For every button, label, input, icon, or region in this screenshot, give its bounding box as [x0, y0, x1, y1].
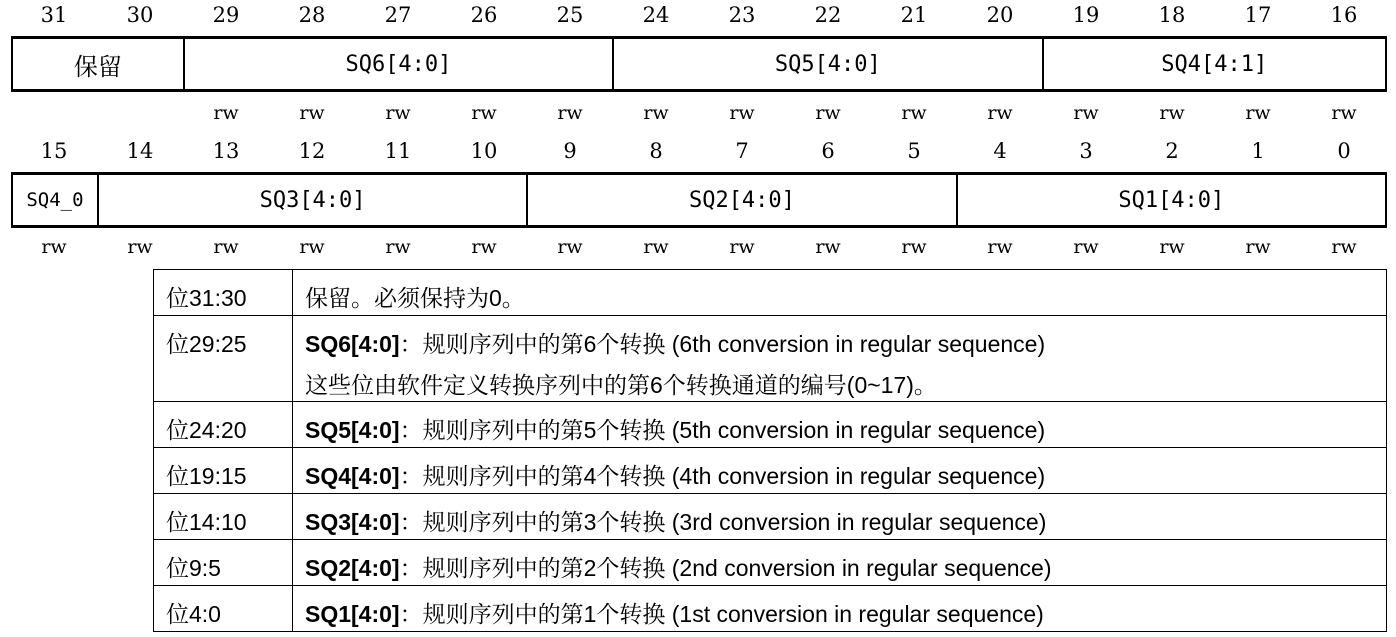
description-text: ：规则序列中的第4个转换 (4th conversion in regular sequence) [399, 463, 1046, 489]
access-label: rw [1159, 236, 1185, 258]
access-label: rw [643, 102, 669, 124]
access-label: rw [1331, 102, 1357, 124]
table-row [154, 448, 1387, 494]
bit-range: 位24:20 [154, 402, 293, 448]
bit-range: 位19:15 [154, 448, 293, 494]
table-row [154, 540, 1387, 586]
bit-number: 5 [907, 139, 921, 163]
table-row [154, 494, 1387, 540]
bit-number: 16 [1330, 3, 1358, 27]
field-sq4-bit0: SQ4_0 [12, 175, 98, 225]
upper-bit-numbers [11, 0, 1387, 32]
access-label: rw [213, 102, 239, 124]
bit-number: 10 [470, 139, 498, 163]
bit-number: 8 [649, 139, 663, 163]
access-label: rw [815, 236, 841, 258]
access-label: rw [385, 236, 411, 258]
bit-description [293, 540, 1387, 586]
field-sq6: SQ6[4:0] [184, 39, 613, 89]
bit-description [293, 448, 1387, 494]
access-label: rw [299, 236, 325, 258]
description-text: ：规则序列中的第1个转换 (1st conversion in regular sequence) [399, 601, 1044, 627]
access-label: rw [127, 236, 153, 258]
bit-number: 11 [384, 139, 412, 163]
bit-number: 6 [821, 139, 835, 163]
bit-number: 13 [212, 139, 240, 163]
access-label: rw [1073, 102, 1099, 124]
access-label: rw [1245, 102, 1271, 124]
access-label: rw [471, 236, 497, 258]
table-row [154, 586, 1387, 632]
bit-number: 1 [1251, 139, 1265, 163]
bit-description [293, 586, 1387, 632]
access-label: rw [901, 236, 927, 258]
description-text: ：规则序列中的第5个转换 (5th conversion in regular sequence) [399, 417, 1046, 443]
lower-access-row [11, 232, 1387, 262]
bit-description [293, 316, 1387, 402]
access-label: rw [901, 102, 927, 124]
access-label: rw [987, 236, 1013, 258]
table-row [154, 402, 1387, 448]
table-row [154, 270, 1387, 316]
field-name: SQ5[4:0] [305, 417, 400, 443]
description-detail: 这些位由软件定义转换序列中的第6个转换通道的编号(0~17)。 [305, 372, 937, 398]
field-sq2: SQ2[4:0] [527, 175, 956, 225]
access-label: rw [1331, 236, 1357, 258]
bit-number: 7 [735, 139, 749, 163]
bit-number: 31 [40, 3, 68, 27]
field-reserved: 保留 [12, 39, 184, 89]
bit-range: 位4:0 [154, 586, 293, 632]
bit-description [293, 494, 1387, 540]
bit-number: 23 [728, 3, 756, 27]
access-label: rw [557, 102, 583, 124]
bit-number: 14 [126, 139, 154, 163]
access-label: rw [815, 102, 841, 124]
bit-number: 29 [212, 3, 240, 27]
bit-number: 4 [993, 139, 1007, 163]
bit-description [293, 270, 1387, 316]
field-name: SQ6[4:0] [305, 331, 400, 357]
bit-number: 19 [1072, 3, 1100, 27]
field-sq1: SQ1[4:0] [957, 175, 1386, 225]
access-label: rw [557, 236, 583, 258]
bit-number: 24 [642, 3, 670, 27]
access-label: rw [213, 236, 239, 258]
bit-number: 15 [40, 139, 68, 163]
table-row [154, 316, 1387, 402]
lower-bit-numbers [11, 136, 1387, 168]
bit-number: 28 [298, 3, 326, 27]
description-text: 保留。必须保持为0。 [305, 285, 525, 311]
field-sq5: SQ5[4:0] [613, 39, 1042, 89]
description-text: ：规则序列中的第3个转换 (3rd conversion in regular sequence) [399, 509, 1047, 535]
bit-number: 3 [1079, 139, 1093, 163]
bit-number: 18 [1158, 3, 1186, 27]
access-label: rw [1159, 102, 1185, 124]
bit-number: 22 [814, 3, 842, 27]
field-sq3: SQ3[4:0] [98, 175, 527, 225]
bit-number: 12 [298, 139, 326, 163]
upper-register-row [11, 36, 1387, 92]
bit-range: 位29:25 [154, 316, 293, 402]
access-label: rw [987, 102, 1013, 124]
bit-number: 25 [556, 3, 584, 27]
access-label: rw [729, 236, 755, 258]
bit-number: 9 [563, 139, 577, 163]
bit-range: 位31:30 [154, 270, 293, 316]
field-name: SQ2[4:0] [305, 555, 400, 581]
access-label: rw [471, 102, 497, 124]
bit-number: 27 [384, 3, 412, 27]
access-label: rw [1073, 236, 1099, 258]
bit-number: 0 [1337, 139, 1351, 163]
bit-number: 30 [126, 3, 154, 27]
field-name: SQ3[4:0] [305, 509, 400, 535]
access-label: rw [41, 236, 67, 258]
bit-range: 位14:10 [154, 494, 293, 540]
lower-register-row [11, 172, 1387, 228]
field-name: SQ4[4:0] [305, 463, 400, 489]
access-label: rw [299, 102, 325, 124]
bit-description [293, 402, 1387, 448]
bit-number: 26 [470, 3, 498, 27]
access-label: rw [1245, 236, 1271, 258]
upper-access-row [11, 98, 1387, 128]
field-name: SQ1[4:0] [305, 601, 400, 627]
access-label [97, 98, 183, 128]
access-label [11, 98, 97, 128]
description-text: ：规则序列中的第2个转换 (2nd conversion in regular sequence) [399, 555, 1052, 581]
bit-number: 17 [1244, 3, 1272, 27]
description-text: ：规则序列中的第6个转换 (6th conversion in regular sequence) [399, 331, 1046, 357]
access-label: rw [643, 236, 669, 258]
access-label: rw [729, 102, 755, 124]
bit-number: 20 [986, 3, 1014, 27]
bit-number: 21 [900, 3, 928, 27]
field-sq4-high: SQ4[4:1] [1043, 39, 1387, 89]
bit-description-table [153, 269, 1387, 632]
bit-range: 位9:5 [154, 540, 293, 586]
access-label: rw [385, 102, 411, 124]
bit-number: 2 [1165, 139, 1179, 163]
